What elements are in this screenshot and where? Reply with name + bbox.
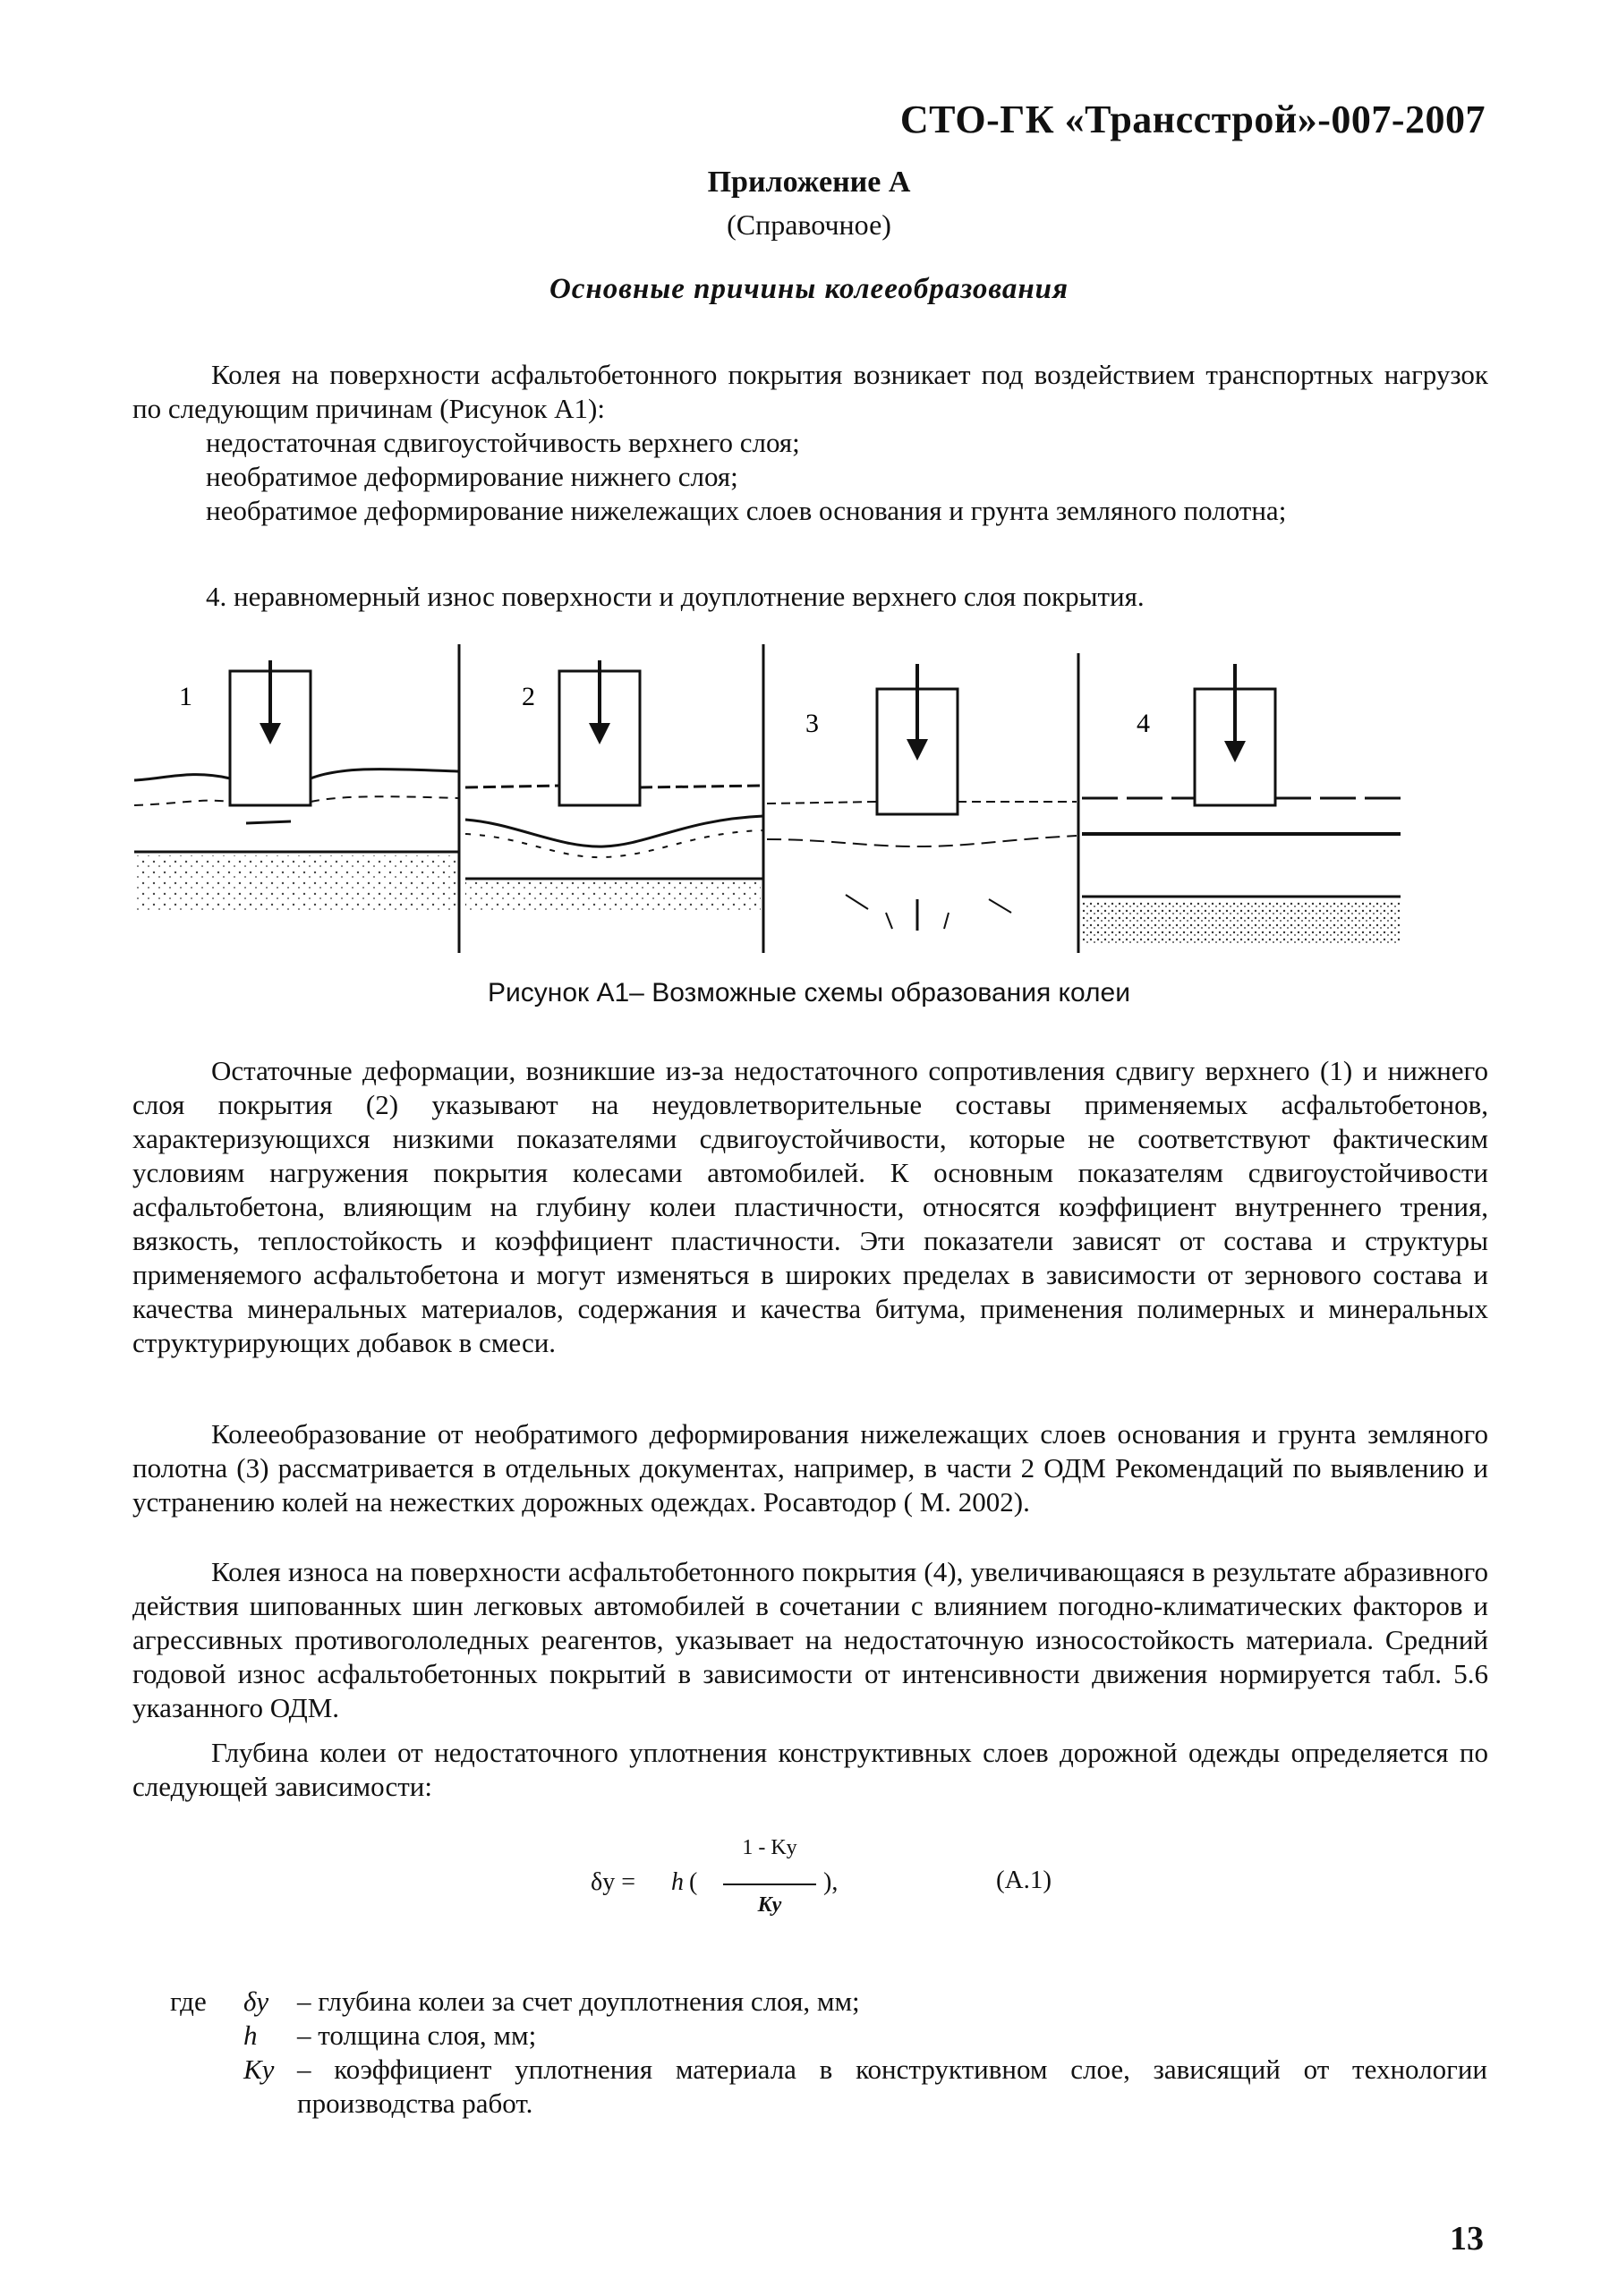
formula-open-paren: ( — [689, 1868, 698, 1896]
appendix-title: Приложение А — [707, 166, 911, 199]
scheme-panel-4 — [1082, 664, 1401, 943]
figure-caption: Рисунок А1– Возможные схемы образования колеи — [488, 978, 1130, 1008]
formula-close-paren: ), — [823, 1868, 839, 1896]
panel-label-4: 4 — [1137, 709, 1150, 738]
rut-schemes-figure — [130, 644, 1401, 975]
doc-code: СТО-ГК «Трансстрой»-007-2007 — [899, 98, 1486, 141]
cause-item: 4. неравномерный износ поверхности и доуплотнение верхнего слоя покрытия. — [206, 581, 1145, 612]
legend-text: – глубина колеи за счет доуплотнения слоя, мм; — [297, 1986, 860, 2017]
formula-numerator: 1 - Ky — [742, 1836, 797, 1859]
fraction-bar — [723, 1884, 816, 1885]
cause-item: необратимое деформирование нижнего слоя; — [206, 461, 738, 492]
formula-label: (А.1) — [996, 1866, 1052, 1894]
scheme-panel-2 — [465, 660, 763, 911]
scheme-panel-3 — [767, 664, 1077, 931]
cause-item: необратимое деформирование нижележащих слоев основания и грунта земляного полотна; — [206, 495, 1287, 526]
formula-denominator: Ky — [757, 1893, 782, 1917]
body-paragraph: Колееобразование от необратимого деформирования нижележащих слоев основания и грунта земляного полотна (3) рассматривается в отдельных документах, например, в части 2 ОДМ Рекомендаций по выявлению и устранению колей на нежестких дорожных одеждах. Росавтодор ( М. 2002). — [132, 1418, 1488, 1518]
body-paragraph: Колея износа на поверхности асфальтобетонного покрытия (4), увеличивающаяся в результате абразивного действия шипованных шин легковых автомобилей в сочетании с влиянием погодно-климатических факторов и агрессивных противогололедных реагентов, указывает на недостаточную износостойкость материала. Средний годовой износ асфальтобетонных покрытий в зависимости от интенсивности движения нормируется табл. 5.6 указанного ОДМ. — [132, 1556, 1488, 1723]
legend-symbol: δy — [243, 1986, 269, 2017]
scheme-panel-1 — [134, 660, 459, 911]
legend-symbol: h — [243, 2020, 258, 2051]
panel-label-3: 3 — [805, 709, 819, 738]
legend-symbol: Ky — [243, 2054, 275, 2085]
panel-label-2: 2 — [522, 682, 535, 711]
formula-lhs: δy = — [591, 1868, 635, 1896]
appendix-subtitle: (Справочное) — [727, 208, 891, 241]
cause-item: недостаточная сдвигоустойчивость верхнего слоя; — [206, 427, 800, 458]
panel-label-1: 1 — [179, 682, 192, 711]
intro-paragraph: Колея на поверхности асфальтобетонного покрытия возникает под воздействием транспортных нагрузок по следующим причинам (Рисунок А1): — [132, 359, 1488, 424]
section-title: Основные причины колееобразования — [549, 273, 1069, 305]
legend-text: – толщина слоя, мм; — [297, 2020, 537, 2051]
page-number: 13 — [1450, 2220, 1484, 2258]
legend-where: где — [170, 1986, 207, 2017]
legend-text: – коэффициент уплотнения материала в конструктивном слое, зависящий от технологии производства работ. — [297, 2054, 1487, 2119]
formula-h: h — [671, 1868, 684, 1896]
body-paragraph: Глубина колеи от недостаточного уплотнения конструктивных слоев дорожной одежды определяется по следующей зависимости: — [132, 1737, 1488, 1802]
body-paragraph: Остаточные деформации, возникшие из-за недостаточного сопротивления сдвигу верхнего (1) и нижнего слоя покрытия (2) указывают на неудовлетворительные составы применяемых асфальтобетонов, характеризующихся низкими показателями сдвигоустойчивости, которые не соответствуют фактическим условиям нагружения покрытия колесами автомобилей. К основным показателям сдвигоустойчивости асфальтобетона, влияющим на глубину колеи пластичности, относятся коэффициент внутреннего трения, вязкость, теплостойкость и коэффициент пластичности. Эти показатели зависят от состава и структуры применяемого асфальтобетона и могут изменяться в широких пределах в зависимости от зернового состава и качества минеральных материалов, содержания и качества битума, применения полимерных и минеральных структурирующих добавок в смеси. — [132, 1055, 1488, 1358]
